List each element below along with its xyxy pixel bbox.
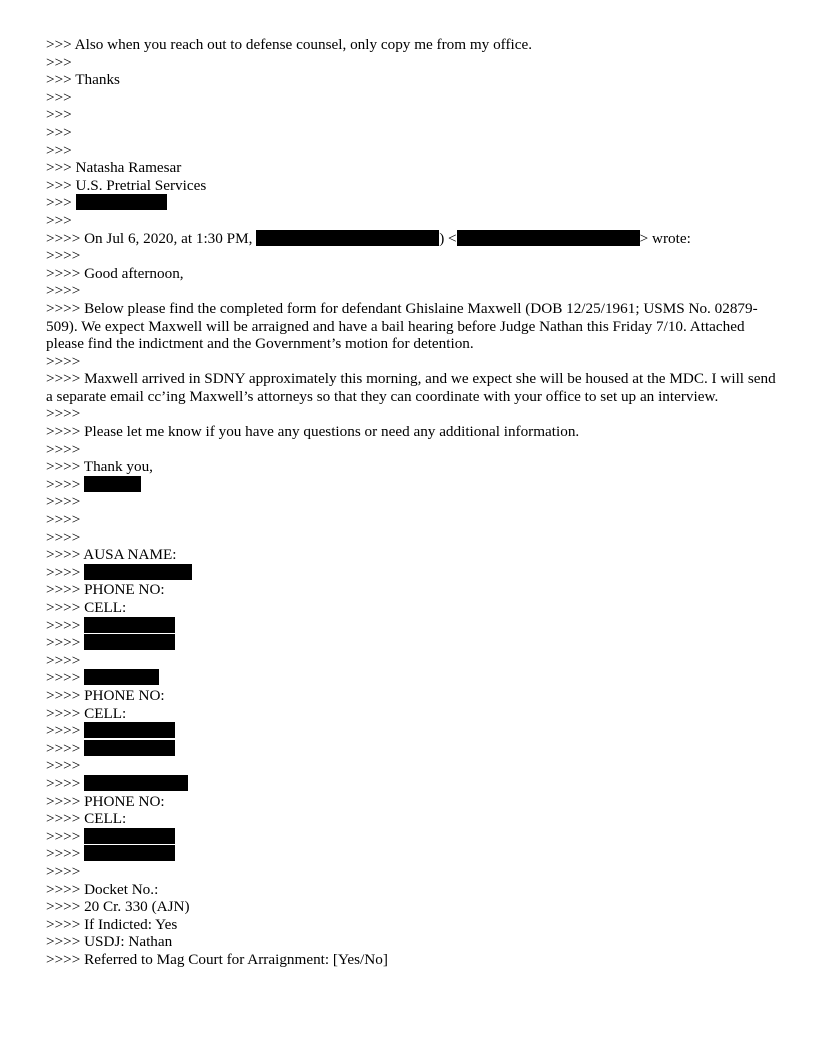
quote-line: >>>> — [46, 493, 81, 511]
redaction-box — [76, 194, 167, 210]
referred-line: >>>> Referred to Mag Court for Arraignment: [Yes/No] — [46, 950, 388, 968]
redaction-box — [84, 845, 175, 861]
paragraph: >>>> Maxwell arrived in SDNY approximately this morning, and we expect she will be housed at the MDC. I will send a separate email cc’ing Maxwell’s attorneys so that they can coordinate with your office to set up an interview. — [46, 370, 776, 405]
quote-line: >>> — [46, 53, 72, 71]
phone-label: >>>> PHONE NO: — [46, 581, 165, 599]
redaction-box — [84, 722, 175, 738]
redaction-box — [84, 775, 188, 791]
redacted-line: >>>> — [46, 775, 776, 793]
sender-org: >>> U.S. Pretrial Services — [46, 176, 207, 194]
quote-line: >>> — [46, 211, 72, 229]
quote-line: >>>> — [46, 757, 81, 775]
quote-line: >>>> — [46, 440, 81, 458]
redacted-line: >>>> — [46, 634, 776, 652]
phone-label: >>>> PHONE NO: — [46, 686, 165, 704]
quote-line: >>>> — [46, 352, 81, 370]
redaction-box — [84, 828, 175, 844]
docket-label: >>>> Docket No.: — [46, 880, 159, 898]
greeting: >>>> Good afternoon, — [46, 264, 184, 282]
cell-label: >>>> CELL: — [46, 810, 127, 828]
redaction-box — [84, 564, 192, 580]
indicted-line: >>>> If Indicted: Yes — [46, 915, 178, 933]
quote-line: >>>> — [46, 862, 81, 880]
phone-label: >>>> PHONE NO: — [46, 792, 165, 810]
text-line: >>> Thanks — [46, 71, 120, 89]
quote-line: >>>> — [46, 405, 81, 423]
redaction-box — [457, 230, 640, 246]
redacted-line: >>>> — [46, 564, 776, 582]
redaction-box — [84, 617, 175, 633]
usdj-line: >>>> USDJ: Nathan — [46, 933, 173, 951]
redacted-line: >>>> — [46, 845, 776, 863]
quote-line: >>>> — [46, 282, 81, 300]
redacted-line: >>> — [46, 194, 776, 212]
redaction-box — [84, 476, 141, 492]
redacted-line: >>>> — [46, 476, 776, 494]
cell-label: >>>> CELL: — [46, 704, 127, 722]
redacted-line: >>>> — [46, 828, 776, 846]
redacted-line: >>>> — [46, 669, 776, 687]
redaction-box — [256, 230, 439, 246]
quote-line: >>> — [46, 123, 72, 141]
email-body — [46, 36, 776, 968]
redaction-box — [84, 669, 159, 685]
paragraph: >>>> Below please find the completed form for defendant Ghislaine Maxwell (DOB 12/25/1961; USMS No. 02879-509). We expect Maxwell will be arraigned and have a bail hearing before Judge Nathan this Friday 7/10. Attached please find the indictment and the Government’s motion for detention. — [46, 299, 758, 353]
quote-line: >>> — [46, 88, 72, 106]
docket-value: >>>> 20 Cr. 330 (AJN) — [46, 898, 190, 916]
redaction-box — [84, 634, 175, 650]
sender-name: >>> Natasha Ramesar — [46, 159, 182, 177]
paragraph: >>>> Please let me know if you have any questions or need any additional information. — [46, 423, 580, 441]
reply-header: >>>> On Jul 6, 2020, at 1:30 PM, ) < > wrote: — [46, 229, 691, 247]
quote-line: >>> — [46, 106, 72, 124]
quote-line: >>> — [46, 141, 72, 159]
sign-off: >>>> Thank you, — [46, 458, 153, 476]
ausa-name-label: >>>> AUSA NAME: — [46, 546, 177, 564]
redacted-line: >>>> — [46, 617, 776, 635]
quote-line: >>>> — [46, 511, 81, 529]
redacted-line: >>>> — [46, 740, 776, 758]
redacted-line: >>>> — [46, 722, 776, 740]
quote-line: >>>> — [46, 528, 81, 546]
quote-line: >>>> — [46, 651, 81, 669]
text-line: >>> Also when you reach out to defense counsel, only copy me from my office. — [46, 36, 533, 53]
redaction-box — [84, 740, 175, 756]
quote-line: >>>> — [46, 247, 81, 265]
cell-label: >>>> CELL: — [46, 599, 127, 616]
